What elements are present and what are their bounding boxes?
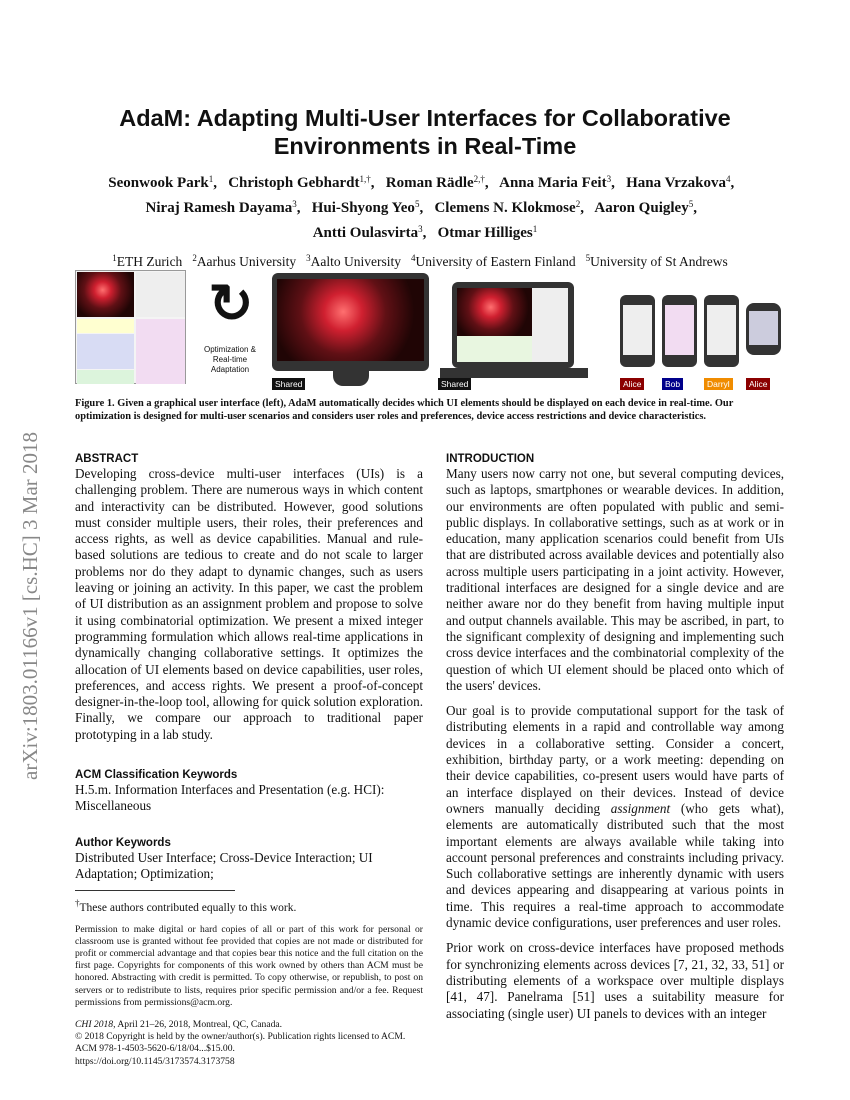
author-name: Christoph Gebhardt$^{1,\dagger}$ bbox=[228, 174, 371, 191]
intro-paragraph: Our goal is to provide computational support for the task of distributing elements in a rapid and controllable way among devices in a collaborative setting. Consider a concert, exhibition, birthday party, or a work meeting: depending on their device capabilities, co-present users would have parts of an interface displayed on their devices. Instead of device owners manually deciding assignment (who gets what), elements are automatically distributed such that the most important elements are always available while taking into account personal preferences and constraints including privacy. Such collaborative settings are inherently dynamic with users and devices appearing and disappearing at various points in time. This requires a real-time approach to accommodate dynamic device configurations, user preferences and user roles. bbox=[446, 703, 784, 931]
acm-text: H.5.m. Information Interfaces and Presentation (e.g. HCI): Miscellaneous bbox=[75, 782, 385, 814]
arrow-label: Optimization & Real-time Adaptation bbox=[203, 345, 257, 374]
author-name: Niraj Ramesh Dayama$^3$ bbox=[145, 199, 297, 216]
author-name: Clemens N. Klokmose$^2$ bbox=[434, 199, 581, 216]
device-label: Alice bbox=[746, 378, 770, 390]
left-column bbox=[75, 452, 423, 1068]
author-name: Hana Vrzakova$^4$ bbox=[626, 174, 731, 191]
paper-title: AdaM: Adapting Multi-User Interfaces for Collaborative Environments in Real-Time bbox=[119, 105, 731, 159]
keywords-heading: Author Keywords bbox=[75, 836, 171, 849]
affiliation: $^1$ETH Zurich bbox=[112, 253, 183, 269]
acm-heading: ACM Classification Keywords bbox=[75, 769, 238, 782]
affiliation: $^5$University of St Andrews bbox=[585, 253, 728, 269]
figure-caption: Figure 1. Given a graphical user interface (left), AdaM automatically decides which UI elements should be displayed on each device in real-time. Our optimization is designed for multi-user scenarios and considers user roles and preferences, device access restrictions and device characteristics. bbox=[75, 398, 734, 422]
device-label: Shared bbox=[272, 378, 305, 390]
author-name: Otmar Hilliges$^1$ bbox=[437, 224, 538, 241]
author-name: Aaron Quigley$^5$ bbox=[594, 199, 694, 216]
keywords-text: Distributed User Interface; Cross-Device Interaction; UI Adaptation; Optimization; bbox=[75, 849, 373, 881]
affiliation: $^4$University of Eastern Finland bbox=[411, 253, 576, 269]
author-name: Roman Rädle$^{2,\dagger}$ bbox=[385, 174, 485, 191]
figure-1 bbox=[75, 270, 785, 392]
source-gui bbox=[75, 270, 186, 384]
device-label: Alice bbox=[620, 378, 644, 390]
intro-paragraph: Many users now carry not one, but several computing devices, such as laptops, smartphones or wearable devices. In addition, our environments are often populated with public and semi-public displays. In collaborative settings, such as at work or in education, many application scenarios could benefit from UIs that are distributed across available devices and potentially also across multiple users participating in a joint activity. However, traditional interfaces are designed for a single device and are neither aware nor do they benefit from having multiple input and output channels available. This may be ascribed, in part, to the significant complexity of designing and implementing such cross device interfaces and the combinatorial complexity of the question of which UI element should be placed onto which of the users' devices. bbox=[446, 466, 784, 693]
author-name: Antti Oulasvirta$^3$ bbox=[312, 224, 423, 241]
affiliation: $^2$Aarhus University bbox=[192, 253, 297, 269]
author-name: Seonwook Park$^1$ bbox=[108, 174, 214, 191]
phone-alice bbox=[620, 295, 655, 367]
intro-paragraph: Prior work on cross-device interfaces have proposed methods for synchronizing elements across devices [7, 21, 32, 33, 51] or distributing elements of a workspace over multiple displays [41, 47]. Panelrama [51] uses a suitability measure for associating (single user) UI panels to devices with an integer bbox=[446, 940, 784, 1021]
introduction-heading: INTRODUCTION bbox=[446, 453, 535, 465]
smartwatch bbox=[746, 303, 781, 355]
laptop bbox=[452, 282, 574, 368]
device-label: Darryl bbox=[704, 378, 733, 390]
author-name: Anna Maria Feit$^3$ bbox=[499, 174, 612, 191]
paper-header bbox=[25, 104, 825, 270]
phone-bob bbox=[662, 295, 697, 367]
footnote-rule bbox=[75, 890, 235, 891]
refresh-arrow-icon: ↻ bbox=[208, 274, 254, 334]
affiliations bbox=[25, 250, 825, 270]
abstract-heading: ABSTRACT bbox=[75, 453, 139, 465]
phone-darryl bbox=[704, 295, 739, 367]
arxiv-identifier: arXiv:1803.01166v1 [cs.HC] 3 Mar 2018 bbox=[18, 431, 42, 780]
abstract-text: Developing cross-device multi-user interfaces (UIs) is a challenging problem. There are numerous ways in which content and interactivity can be distributed. However, good solutions must consider multiple users, their roles, their preferences and access rights, as well as device capabilities. Manual and rule-based solutions are tedious to create and do not scale to larger problems nor do they adapt to dynamic changes, such as users leaving or joining an activity. In this paper, we cast the problem of UI distribution as an assignment problem and propose to solve it using combinatorial optimization. We present a mixed integer programming formulation which allows real-time applications in dynamically changing collaborative settings. It optimizes the allocation of UI elements based on device capabilities, user roles, preferences, and access rights. We present a proof-of-concept designer-in-the-loop tool, allowing for quick solution exploration. Finally, we compare our approach to traditional paper prototyping in a lab study. bbox=[75, 466, 423, 742]
author-name: Hui-Shyong Yeo$^5$ bbox=[311, 199, 420, 216]
footnote: †These authors contributed equally to this work. bbox=[75, 898, 297, 915]
right-column bbox=[446, 452, 784, 1030]
doi-link[interactable]: https://doi.org/10.1145/3173574.3173758 bbox=[75, 1055, 235, 1067]
device-label: Shared bbox=[438, 378, 471, 390]
conference-info: CHI 2018, April 21–26, 2018, Montreal, QC, Canada. © 2018 Copyright is held by the owner/author(s). Publication rights licensed to ACM. ACM 978-1-4503-5620-6/18/04...$15.00. https://doi.org/10.1145/3173574.3173758 bbox=[75, 1019, 423, 1068]
affiliation: $^3$Aalto University bbox=[306, 253, 402, 269]
permission-notice: Permission to make digital or hard copies of all or part of this work for personal or classroom use is granted without fee provided that copies are not made or distributed for profit or commercial advantage and that copies bear this notice and the full citation on the first page. Copyrights for components of this work owned by others than ACM must be honored. Abstracting with credit is permitted. To copy otherwise, or republish, to post on servers or to redistribute to lists, requires prior specific permission and/or a fee. Request permissions from permissions@acm.org. bbox=[75, 923, 423, 1008]
author-list: Seonwook Park$^1$, Christoph Gebhardt$^{1,\dagger}$, Roman Rädle$^{2,\dagger}$, Anna Maria Feit$^3$, Hana Vrzakova$^4$, Niraj Ramesh Dayama$^3$, Hui-Shyong Yeo$^5$, Clemens N. Klokmose$^2$, Aaron Quigley$^5$, Antti Oulasvirta$^3$, Otmar Hilliges$^1$ bbox=[108, 174, 742, 241]
monitor bbox=[272, 273, 429, 371]
device-label: Bob bbox=[662, 378, 683, 390]
